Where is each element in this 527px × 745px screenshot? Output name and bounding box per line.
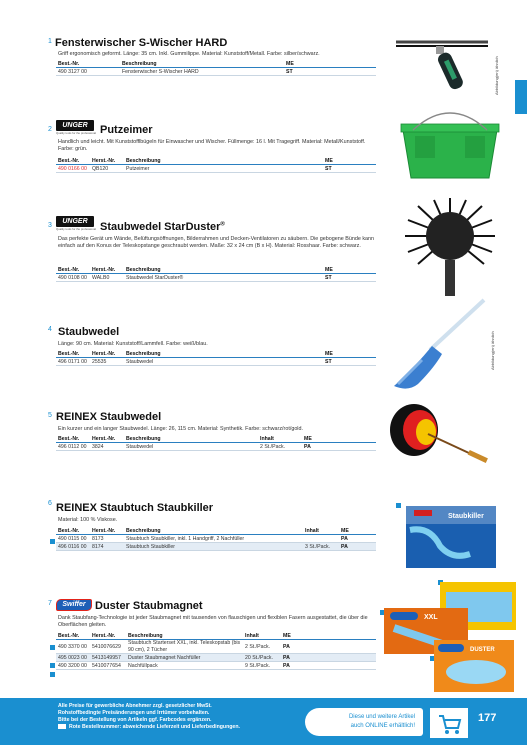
window-wiper-image <box>388 30 498 100</box>
swiffer-duster-label: DUSTER <box>470 647 495 653</box>
lambswool-duster-image <box>384 298 489 398</box>
product-5-number: 5 <box>48 412 52 419</box>
product-1-title: Fensterwischer S-Wischer HARD <box>55 37 228 49</box>
table-row: 490 3127 00 Fensterwischer S-Wischer HARD ST <box>56 68 376 76</box>
product-3-description: Das perfekte Gerät um Wände, Belüftungsöffnungen, Bilderrahmen und Decken-Ventilatoren zu säubern. Die gebogene Bünde kann einfach auf den Konus der Teleskopstange geschraubt werden. Maße: 32 x 24 cm (B x H). Material: Rosshaar. Farbe: schwarz. <box>58 236 375 249</box>
starduster-image <box>400 198 500 303</box>
product-6-description: Material: 100 % Viskose. <box>58 517 118 523</box>
product-2-title: Putzeimer <box>100 124 153 136</box>
product-4-description: Länge: 90 cm. Material: Kunststoff/Lammfell. Farbe: weiß/blau. <box>58 341 208 347</box>
table-row: 496 0116 00 8174 Staubtuch Staubkiller 3 St./Pack. PA <box>56 543 376 551</box>
info-icon <box>50 539 55 544</box>
info-icon <box>50 672 55 677</box>
product-7-number: 7 <box>48 600 52 607</box>
footer-notes: Alle Preise für gewerbliche Abnehmer zzgl. gesetzlicher MwSt. Rohstoffbedingte Preisänderungen und Irrtümer vorbehalten. Bitte bei der Bestellung von Artikeln ggf. Farbcodes ergänzen. Rote Bestellnummer: abweichende Lieferzeit und Lieferbedingungen. <box>58 703 240 730</box>
table-row: 490 3370 00 5410076629 Staubtuch Starterset XXL, inkl. Teleskopstab (bis 90 cm), 2 Tücher 2 St./Pack. PA <box>56 640 376 654</box>
product-5-description: Ein kurzer und ein langer Staubwedel. Länge: 26, 115 cm. Material: Synthetik. Farbe: schwarz/rot/gold. <box>58 426 304 432</box>
product-6-title: REINEX Staubtuch Staubkiller <box>56 502 214 514</box>
table-row: 490 3200 00 5410077654 Nachfüllpack 9 St./Pack. PA <box>56 662 376 670</box>
product-4-table: Best.-Nr. Herst.-Nr. Beschreibung ME 496 0171 00 25535 Staubwedel ST <box>56 350 376 366</box>
swiffer-packs-image <box>380 578 520 696</box>
product-3-number: 3 <box>48 222 52 229</box>
shopping-cart-icon[interactable] <box>430 708 468 738</box>
product-3-table: Best.-Nr. Herst.-Nr. Beschreibung ME 490 0108 00 WALB0 Staubwedel StarDuster® ST <box>56 266 376 282</box>
product-5-table: Best.-Nr. Herst.-Nr. Beschreibung Inhalt ME 496 0112 00 3824 Staubwedel 2 St./Pack. PA <box>56 435 376 451</box>
table-row: 490 0166 00 QB120 Putzeimer ST <box>56 165 376 173</box>
product-2-description: Handlich und leicht. Mit Kunststofflbügeln für Einwascher und Wischer. Füllmenge: 16 l. Mit Tragegriff. Material: Metall/Kunststoff. Farbe: grün. <box>58 139 366 152</box>
staubkiller-box-label: Staubkiller <box>448 513 484 520</box>
product-4-number: 4 <box>48 326 52 333</box>
product-5-title: REINEX Staubwedel <box>56 411 162 423</box>
product-7-title: Duster Staubmagnet <box>95 600 203 612</box>
product-1-description: Griff ergonomisch geformt. Länge: 35 cm. Inkl. Gummilippe. Material: Kunststoff/Metall. Farbe: silber/schwarz. <box>58 51 320 57</box>
product-2-number: 2 <box>48 126 52 133</box>
unger-logo: UNGER Quality tools for the professional <box>56 122 96 135</box>
product-6-table: Best.-Nr. Herst.-Nr. Beschreibung Inhalt ME 490 0115 00 8173 Staubtuch Staubkiller, inkl. 1 Handgriff, 2 Nachfüller PA 496 0116 00 8174 Staubtuch Staubkiller 3 St./Pack. PA <box>56 527 376 551</box>
product-4-title: Staubwedel <box>58 326 120 338</box>
product-1-table: Best.-Nr. Beschreibung ME 490 3127 00 Fensterwischer S-Wischer HARD ST <box>56 60 376 76</box>
table-row: 490 0115 00 8173 Staubtuch Staubkiller, inkl. 1 Handgriff, 2 Nachfüller PA <box>56 535 376 543</box>
product-3-title: Staubwedel StarDuster® <box>100 221 225 233</box>
reinex-duster-image <box>384 400 499 475</box>
product-7-description: Dank Staubfang-Technologie ist jeder Staubmagnet mit tausenden von flauschigen und flexiblen Fasern ausgestattet, die über die Oberflächen gleiten. <box>58 615 368 628</box>
table-row: 490 0108 00 WALB0 Staubwedel StarDuster® ST <box>56 274 376 282</box>
table-row: 496 0112 00 3824 Staubwedel 2 St./Pack. PA <box>56 443 376 451</box>
side-label: Abbildung(en) ähnlich <box>490 331 495 370</box>
product-6-number: 6 <box>48 500 52 507</box>
side-label: Abbildung(en) ähnlich <box>494 56 499 95</box>
section-tab <box>515 80 527 114</box>
bucket-image <box>395 100 505 190</box>
unger-logo: UNGER Quality tools for the professional <box>56 218 96 231</box>
online-promo[interactable]: Diese und weitere Artikel auch ONLINE erhältlich! <box>305 708 423 736</box>
page-number: 177 <box>478 712 497 724</box>
table-row: 495 0023 00 5413149957 Duster Staubmagnet Nachfüller 20 St./Pack. PA <box>56 654 376 662</box>
info-icon <box>50 663 55 668</box>
product-7-table: Best.-Nr. Herst.-Nr. Beschreibung Inhalt ME 490 3370 00 5410076629 Staubtuch Starterset XXL, inkl. Teleskopstab (bis 90 cm), 2 Tücher 2 St./Pack. PA 495 0023 00 5413149957 Duster Staubmagnet Nachfüller 20 St./Pack. PA 490 3200 00 5410077654 Nachfüllpack 9 St./Pack. PA <box>56 632 376 670</box>
info-icon <box>50 645 55 650</box>
table-row: 496 0171 00 25535 Staubwedel ST <box>56 358 376 366</box>
swiffer-logo: Swiffer <box>56 599 92 611</box>
swiffer-xxl-label: XXL <box>424 614 438 621</box>
truck-icon <box>58 724 66 729</box>
product-1-number: 1 <box>48 38 52 45</box>
staubkiller-box-image <box>400 500 500 575</box>
product-2-table: Best.-Nr. Herst.-Nr. Beschreibung ME 490 0166 00 QB120 Putzeimer ST <box>56 157 376 173</box>
